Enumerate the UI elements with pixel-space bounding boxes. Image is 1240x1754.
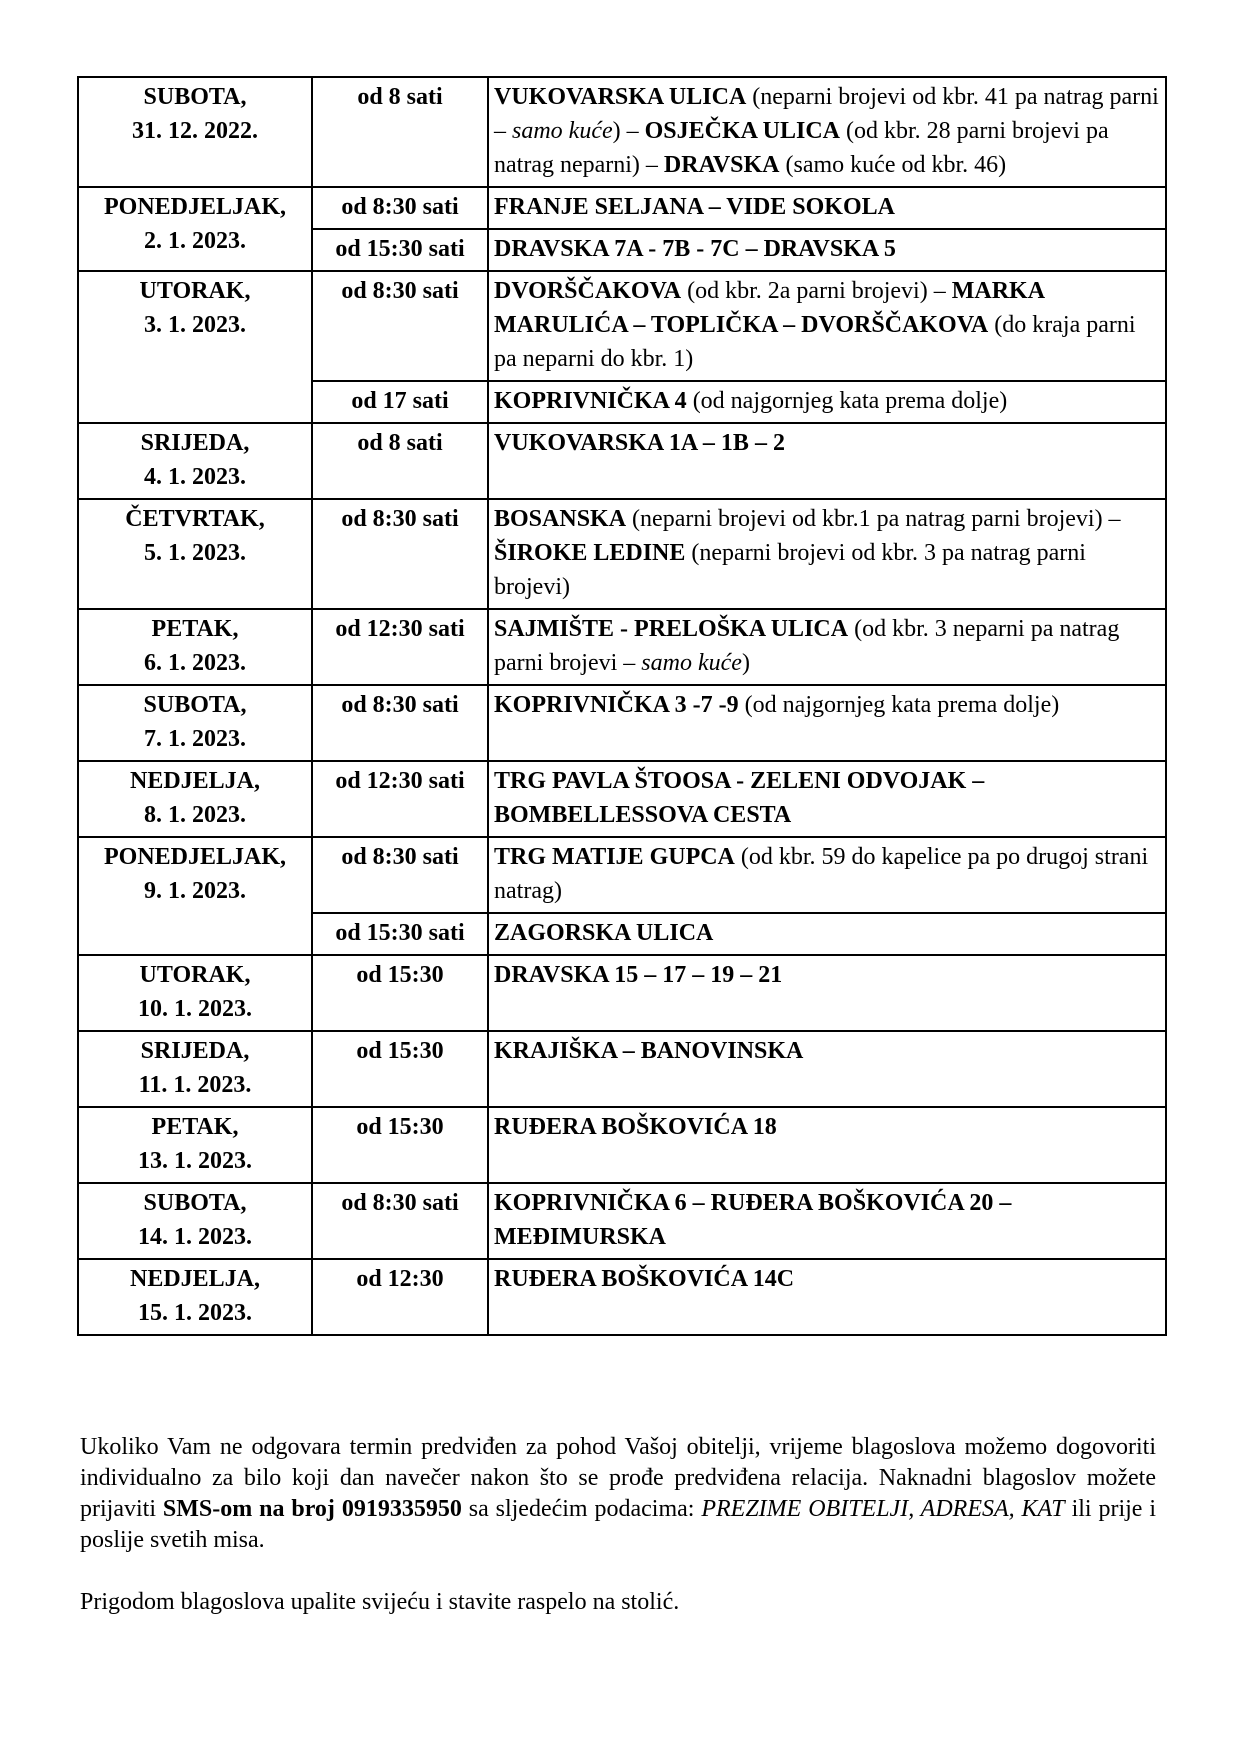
time-cell: od 8:30 sati bbox=[312, 271, 488, 381]
text-run: samo kuće bbox=[512, 118, 613, 144]
text-run: (od kbr. 28 parni brojevi pa natrag neparni) – bbox=[494, 118, 1109, 178]
time-cell: od 8 sati bbox=[312, 77, 488, 187]
time-cell: od 8:30 sati bbox=[312, 499, 488, 609]
note-paragraph-rescheduling bbox=[80, 1432, 1156, 1556]
text-run: (od najgornjeg kata prema dolje) bbox=[686, 388, 1008, 414]
date-value: 5. 1. 2023. bbox=[144, 540, 246, 566]
route-cell bbox=[488, 271, 1166, 381]
day-name: UTORAK, bbox=[139, 962, 251, 988]
schedule-row bbox=[78, 837, 1166, 913]
date-cell bbox=[78, 685, 312, 761]
blessing-schedule-table bbox=[77, 76, 1167, 1336]
date-cell bbox=[78, 271, 312, 423]
date-value: 14. 1. 2023. bbox=[138, 1224, 252, 1250]
text-run: (od kbr. 3 neparni pa natrag parni brojevi – bbox=[494, 616, 1120, 676]
schedule-body bbox=[78, 77, 1166, 1335]
day-name: SUBOTA, bbox=[143, 692, 247, 718]
time-cell: od 8 sati bbox=[312, 423, 488, 499]
day-name: SRIJEDA, bbox=[140, 430, 250, 456]
text-run: sa sljedećim podacima: bbox=[461, 1496, 702, 1522]
route-cell bbox=[488, 1031, 1166, 1107]
time-cell: od 12:30 sati bbox=[312, 761, 488, 837]
route-cell bbox=[488, 609, 1166, 685]
schedule-row bbox=[78, 423, 1166, 499]
schedule-row bbox=[78, 77, 1166, 187]
text-run: DRAVSKA bbox=[663, 152, 780, 178]
text-run: KOPRIVNIČKA 3 -7 -9 bbox=[494, 692, 739, 718]
text-run: KOPRIVNIČKA 6 – RUĐERA BOŠKOVIĆA 20 – MEĐIMURSKA bbox=[494, 1190, 1012, 1250]
text-run: (samo kuće od kbr. 46) bbox=[779, 152, 1007, 178]
date-cell bbox=[78, 187, 312, 271]
time-cell: od 8:30 sati bbox=[312, 685, 488, 761]
day-name: PONEDJELJAK, bbox=[103, 194, 286, 220]
route-cell bbox=[488, 423, 1166, 499]
route-cell bbox=[488, 1107, 1166, 1183]
schedule-row bbox=[78, 271, 1166, 381]
route-cell bbox=[488, 229, 1166, 271]
text-run: RUĐERA BOŠKOVIĆA 14C bbox=[494, 1266, 795, 1292]
text-run: TRG PAVLA ŠTOOSA - ZELENI ODVOJAK – BOMBELLESSOVA CESTA bbox=[494, 768, 985, 828]
text-run: VUKOVARSKA 1A – 1B – 2 bbox=[494, 430, 785, 456]
text-run: (neparni brojevi od kbr.1 pa natrag parni brojevi) – bbox=[626, 506, 1121, 532]
schedule-row bbox=[78, 187, 1166, 229]
date-value: 15. 1. 2023. bbox=[138, 1300, 252, 1326]
time-cell: od 12:30 sati bbox=[312, 609, 488, 685]
day-name: NEDJELJA, bbox=[129, 1266, 261, 1292]
day-name: SRIJEDA, bbox=[140, 1038, 250, 1064]
text-run: KOPRIVNIČKA 4 bbox=[494, 388, 687, 414]
text-run: (od najgornjeg kata prema dolje) bbox=[738, 692, 1060, 718]
date-cell bbox=[78, 837, 312, 955]
day-name: PONEDJELJAK, bbox=[103, 844, 286, 870]
date-value: 8. 1. 2023. bbox=[144, 802, 246, 828]
schedule-row bbox=[78, 609, 1166, 685]
route-cell bbox=[488, 77, 1166, 187]
route-cell bbox=[488, 187, 1166, 229]
time-cell: od 15:30 bbox=[312, 955, 488, 1031]
date-cell bbox=[78, 423, 312, 499]
schedule-row bbox=[78, 499, 1166, 609]
date-cell bbox=[78, 609, 312, 685]
route-cell bbox=[488, 761, 1166, 837]
text-run: (neparni brojevi od kbr. 41 pa natrag parni – bbox=[494, 84, 1159, 144]
time-cell: od 12:30 bbox=[312, 1259, 488, 1335]
time-cell: od 8:30 sati bbox=[312, 837, 488, 913]
schedule-row bbox=[78, 1259, 1166, 1335]
text-run: FRANJE SELJANA – VIDE SOKOLA bbox=[494, 194, 895, 220]
time-cell: od 15:30 bbox=[312, 1107, 488, 1183]
text-run: DVORŠČAKOVA bbox=[494, 278, 682, 304]
schedule-row bbox=[78, 761, 1166, 837]
text-run: DRAVSKA 15 – 17 – 19 – 21 bbox=[494, 962, 783, 988]
schedule-row bbox=[78, 955, 1166, 1031]
date-cell bbox=[78, 1183, 312, 1259]
schedule-row bbox=[78, 1107, 1166, 1183]
text-run: (od kbr. 2a parni brojevi) – bbox=[681, 278, 952, 304]
text-run: OSJEČKA ULICA bbox=[644, 118, 841, 144]
date-cell bbox=[78, 955, 312, 1031]
date-cell bbox=[78, 761, 312, 837]
date-cell bbox=[78, 1031, 312, 1107]
text-run: ŠIROKE LEDINE bbox=[494, 540, 686, 566]
text-run: (do kraja parni pa neparni do kbr. 1) bbox=[494, 312, 1136, 372]
text-run: MARKA MARULIĆA – TOPLIČKA – DVORŠČAKOVA bbox=[494, 278, 1044, 338]
text-run: VUKOVARSKA ULICA bbox=[494, 84, 747, 110]
text-run: ) bbox=[741, 650, 750, 676]
notes-section bbox=[80, 1432, 1156, 1618]
date-value: 3. 1. 2023. bbox=[144, 312, 246, 338]
date-cell bbox=[78, 1259, 312, 1335]
date-value: 31. 12. 2022. bbox=[132, 118, 258, 144]
time-cell: od 8:30 sati bbox=[312, 1183, 488, 1259]
time-cell: od 15:30 bbox=[312, 1031, 488, 1107]
route-cell bbox=[488, 381, 1166, 423]
date-value: 11. 1. 2023. bbox=[138, 1072, 252, 1098]
text-run: TRG MATIJE GUPCA bbox=[494, 844, 735, 870]
day-name: PETAK, bbox=[151, 1114, 239, 1140]
date-value: 2. 1. 2023. bbox=[144, 228, 246, 254]
schedule-row bbox=[78, 685, 1166, 761]
day-name: SUBOTA, bbox=[143, 1190, 247, 1216]
text-run: PREZIME OBITELJI, ADRESA, KAT bbox=[701, 1496, 1065, 1522]
route-cell bbox=[488, 955, 1166, 1031]
text-run: (neparni brojevi od kbr. 3 pa natrag parni brojevi) bbox=[494, 540, 1086, 600]
text-run: KRAJIŠKA – BANOVINSKA bbox=[494, 1038, 804, 1064]
route-cell bbox=[488, 1259, 1166, 1335]
route-cell bbox=[488, 499, 1166, 609]
time-cell: od 15:30 sati bbox=[312, 229, 488, 271]
date-cell bbox=[78, 499, 312, 609]
text-run: SAJMIŠTE - PRELOŠKA ULICA bbox=[494, 616, 849, 642]
date-value: 7. 1. 2023. bbox=[144, 726, 246, 752]
text-run: SMS-om na broj 0919335950 bbox=[162, 1496, 462, 1522]
date-cell bbox=[78, 77, 312, 187]
day-name: ČETVRTAK, bbox=[125, 506, 265, 532]
route-cell bbox=[488, 913, 1166, 955]
day-name: PETAK, bbox=[151, 616, 239, 642]
day-name: SUBOTA, bbox=[143, 84, 247, 110]
text-run: BOSANSKA bbox=[494, 506, 627, 532]
text-run: DRAVSKA 7A - 7B - 7C – DRAVSKA 5 bbox=[494, 236, 896, 262]
schedule-row bbox=[78, 1031, 1166, 1107]
date-value: 10. 1. 2023. bbox=[138, 996, 252, 1022]
schedule-row bbox=[78, 1183, 1166, 1259]
time-cell: od 8:30 sati bbox=[312, 187, 488, 229]
text-run: ) – bbox=[612, 118, 645, 144]
time-cell: od 15:30 sati bbox=[312, 913, 488, 955]
day-name: NEDJELJA, bbox=[129, 768, 261, 794]
text-run: ili prije i poslije svetih misa. bbox=[80, 1496, 1157, 1553]
note-paragraph-preparation: Prigodom blagoslova upalite svijeću i stavite raspelo na stolić. bbox=[80, 1589, 680, 1615]
text-run: Ukoliko Vam ne odgovara termin predviđen za pohod Vašoj obitelji, vrijeme blagoslova možemo dogovoriti individualno za bilo koji dan navečer nakon što se prođe predviđena relacija. Naknadni blagoslov možete prijaviti bbox=[80, 1434, 1156, 1522]
route-cell bbox=[488, 837, 1166, 913]
date-cell bbox=[78, 1107, 312, 1183]
date-value: 4. 1. 2023. bbox=[144, 464, 246, 490]
date-value: 9. 1. 2023. bbox=[144, 878, 246, 904]
route-cell bbox=[488, 1183, 1166, 1259]
date-value: 13. 1. 2023. bbox=[138, 1148, 252, 1174]
date-value: 6. 1. 2023. bbox=[144, 650, 246, 676]
text-run: RUĐERA BOŠKOVIĆA 18 bbox=[494, 1114, 777, 1140]
text-run: ZAGORSKA ULICA bbox=[494, 920, 714, 946]
day-name: UTORAK, bbox=[139, 278, 251, 304]
route-cell bbox=[488, 685, 1166, 761]
text-run: (od kbr. 59 do kapelice pa po drugoj strani natrag) bbox=[494, 844, 1149, 904]
time-cell: od 17 sati bbox=[312, 381, 488, 423]
text-run: samo kuće bbox=[641, 650, 742, 676]
